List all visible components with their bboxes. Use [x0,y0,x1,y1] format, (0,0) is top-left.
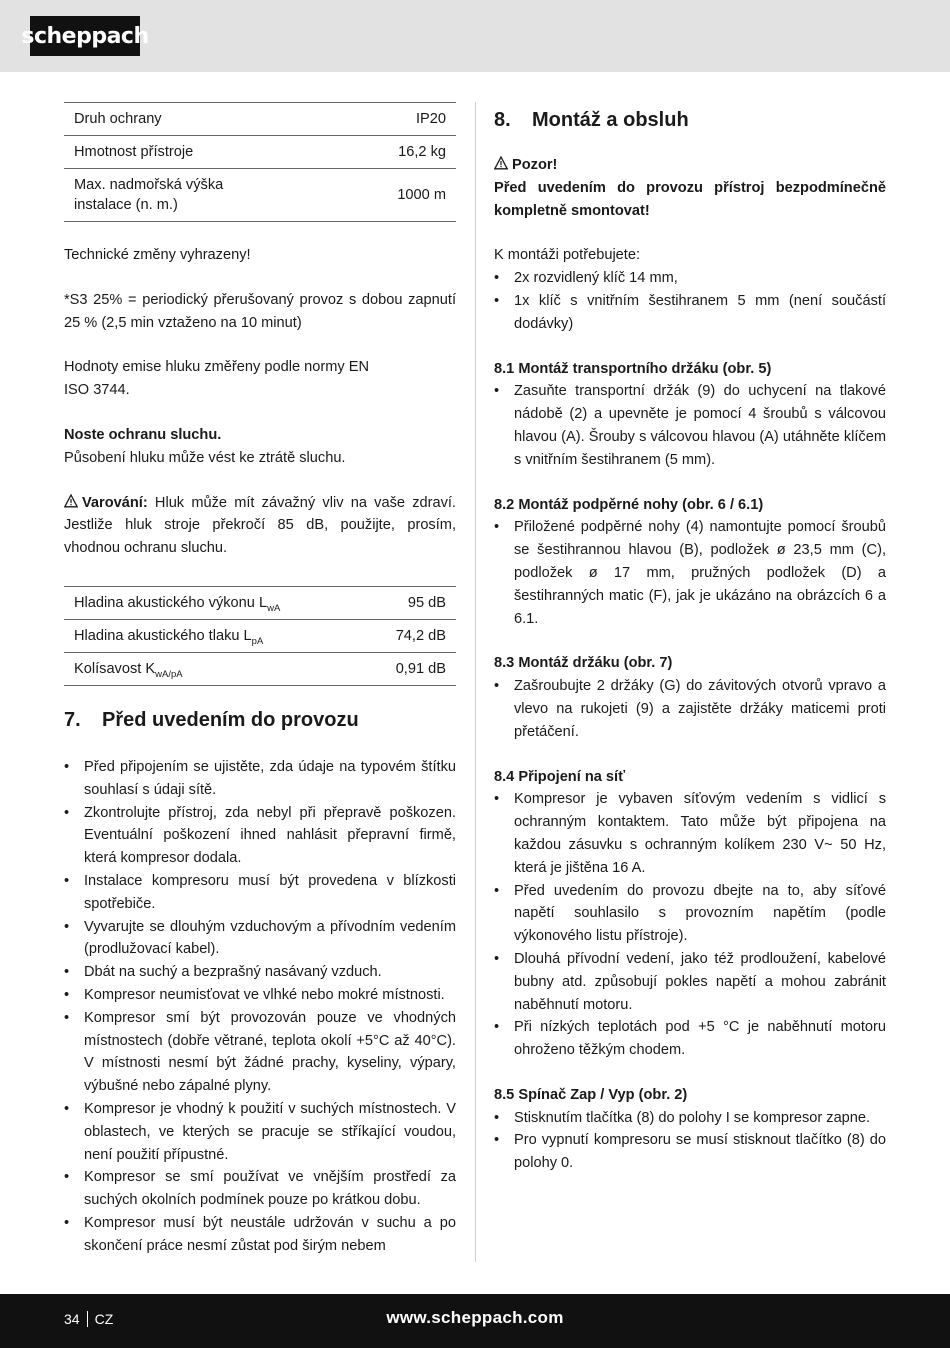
table-row [64,103,456,136]
warning-triangle-icon [64,494,78,508]
list-item: • Kompresor neumisťovat ve vlhké nebo mokré místnosti. [64,984,456,1007]
section-8-3-list [494,675,886,743]
noise-label: Hladina akustického výkonu $L_{wA}$ [64,586,363,619]
noise-table [64,586,456,686]
section-8-heading: 8. Montáž a obsluh [494,109,689,131]
list-item: • Zasuňte transportní držák (9) do uchycení na tlakové nádobě (2) a upevněte je pomocí 4 šroubů s válcovou hlavou (A). Šrouby s válcovou hlavou (A) utáhněte klíčem s vnitřním šestihranem (5 mm). [494,380,886,471]
list-item: • Zašroubujte 2 držáky (G) do závitových otvorů vpravo a vlevo na rukojeti (9) a zajistěte držáky maticemi proti přetáčení. [494,675,886,743]
spec-value: 16,2 kg [274,136,456,169]
list-item: • Kompresor se smí používat ve vnějším prostředí za suchých okolních podmínek pouze po krátkou dobu. [64,1166,456,1212]
spec-table [64,102,456,222]
table-row [64,619,456,652]
noise-norm-note: Hodnoty emise hluku změřeny podle normy EN ISO 3744. [64,359,369,399]
list-item: • Dbát na suchý a bezprašný nasávaný vzduch. [64,961,456,984]
spec-value: IP20 [274,103,456,136]
table-row [64,586,456,619]
list-item: • Stisknutím tlačítka (8) do polohy I se kompresor zapne. [494,1107,886,1130]
s3-note: *S3 25% = periodický přerušovaný provoz s dobou zapnutí 25 % (2,5 min vztaženo na 10 minut) [64,291,456,331]
list-item: • Dlouhá přívodní vedení, jako též prodloužení, kabelové bubny atd. způsobují pokles napětí a mohou zabránit naběhnutí motoru. [494,948,886,1016]
spec-value: 1000 m [274,169,456,222]
tech-changes-note: Technické změny vyhrazeny! [64,247,251,263]
section-8-1-list [494,380,886,471]
section-8-5-list [494,1107,886,1175]
table-row [64,169,456,222]
list-item: • Vyvarujte se dlouhým vzduchovým a přívodním vedením (prodlužovací kabel). [64,916,456,962]
list-item: • Kompresor je vybaven síťovým vedením s vidlicí s ochranným kontaktem. Tato může být připojena na každou zásuvku s ochranným kolíkem 230 V~ 50 Hz, která je jištěna 16 A. [494,788,886,879]
spec-label: Druh ochrany [64,103,274,136]
section-7-list [64,756,456,1258]
list-item: • Instalace kompresoru musí být provedena v blízkosti spotřebiče. [64,870,456,916]
caution-label: Pozor! [494,154,886,177]
section-7-heading: 7. Před uvedením do provozu [64,708,359,731]
list-item: • Při nízkých teplotách pod +5 °C je naběhnutí motoru ohroženo těžkým chodem. [494,1016,886,1062]
warning-text: Hluk může mít závažný vliv na vaše zdraví. Jestliže hluk stroje překročí 85 dB, použijte, prosím, vhodnou ochranu sluchu. [64,494,456,557]
noise-value: 95 dB [363,586,456,619]
spec-label: Hmotnost přístroje [64,136,274,169]
column-divider [475,102,476,1262]
noise-label: Kolísavost $K_{wA/pA}$ [64,652,363,685]
list-item: • Přiložené podpěrné nohy (4) namontujte pomocí šroubů se šestihrannou hlavou (B), podložek ø 23,5 mm (C), podložek ø 17 mm, pružných podložek (D) a šestihranných matic (F), jak je ukázáno na obrázcích 6 a 6.1. [494,516,886,630]
list-item: • Kompresor je vhodný k použití v suchých místnostech. V oblastech, ve kterých se pracuje se stříkající voudou, není použití přípustné. [64,1098,456,1166]
list-item: • Kompresor smí být provozován pouze ve vhodných místnostech (dobře větrané, teplota okolí +5°C až 40°C). V místnosti nesmí být žádné prachy, kyseliny, výpary, výbušné nebo zápalné plyny. [64,1007,456,1098]
ear-protection-title: Noste ochranu sluchu. [64,426,222,443]
section-8-2-list [494,516,886,630]
section-8-1-title: 8.1 Montáž transportního držáku (obr. 5) [494,360,772,377]
spec-label: Max. nadmořská výška instalace (n. m.) [64,169,274,222]
list-item: • Kompresor musí být neustále udržován v suchu a po skončení práce nesmí zůstat pod širým nebem [64,1212,456,1258]
footer-bar [0,1294,950,1348]
section-8-3-title: 8.3 Montáž držáku (obr. 7) [494,655,673,672]
header-bar [0,0,950,72]
needs-title: K montáži potřebujete: [494,247,641,264]
needs-list [494,267,886,335]
list-item: • Zkontrolujte přístroj, zda nebyl při přepravě poškozen. Eventuální poškození ihned nahlásit přepravní firmě, která kompresor dodala. [64,802,456,870]
website-link[interactable]: www.scheppach.com [386,1308,564,1327]
list-item: • Před připojením se ujistěte, zda údaje na typovém štítku souhlasí s údaji sítě. [64,756,456,802]
noise-label: Hladina akustického tlaku $L_{pA}$ [64,619,363,652]
noise-value: 74,2 dB [363,619,456,652]
left-column [64,102,456,1258]
warning-triangle-icon [494,156,508,170]
noise-value: 0,91 dB [363,652,456,685]
list-item: • Před uvedením do provozu dbejte na to, aby síťové napětí souhlasilo s provozním napětím (podle výkonového listu přístroje). [494,880,886,948]
warning-label: Varování: [82,494,148,511]
list-item: • 2x rozvidlený klíč 14 mm, [494,267,886,290]
list-item: • Pro vypnutí kompresoru se musí stisknout tlačítko (8) do polohy 0. [494,1129,886,1175]
right-column [494,102,886,1175]
table-row [64,136,456,169]
section-8-4-title: 8.4 Připojení na síť [494,768,626,785]
noise-warning [64,492,456,560]
scheppach-logo: scheppach [30,16,140,56]
section-8-4-list [494,788,886,1062]
page-number: 34 CZ [64,1311,114,1327]
list-item: • 1x klíč s vnitřním šestihranem 5 mm (není součástí dodávky) [494,290,886,336]
caution-text: Před uvedením do provozu přístroj bezpodmínečně kompletně smontovat! [494,179,886,219]
ear-protection-text: Působení hluku může vést ke ztrátě sluchu. [64,449,346,466]
section-8-5-title: 8.5 Spínač Zap / Vyp (obr. 2) [494,1086,688,1103]
section-8-2-title: 8.2 Montáž podpěrné nohy (obr. 6 / 6.1) [494,496,764,513]
table-row [64,652,456,685]
